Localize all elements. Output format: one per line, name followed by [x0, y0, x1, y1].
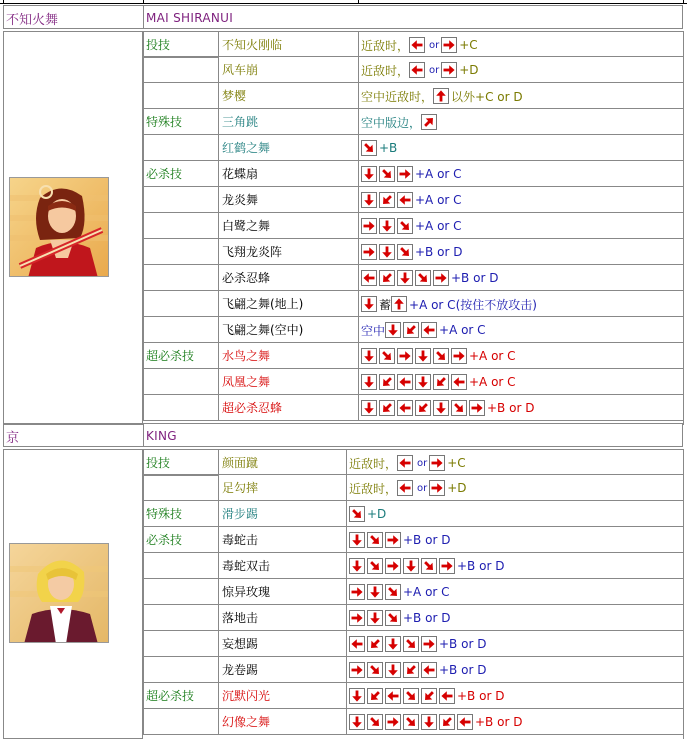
move-input	[346, 527, 683, 553]
input-text: 近敌时，	[361, 63, 410, 78]
move-row	[143, 109, 683, 135]
downright-arrow-icon	[361, 140, 377, 156]
move-input	[346, 501, 683, 527]
right-arrow-icon	[439, 558, 455, 574]
down-arrow-icon	[367, 610, 383, 626]
input-text: +D	[447, 481, 467, 495]
downleft-arrow-icon	[415, 400, 431, 416]
move-input	[358, 135, 683, 161]
downleft-arrow-icon	[379, 400, 395, 416]
character-name-cn: 不知火舞	[6, 13, 59, 28]
right-arrow-icon	[385, 558, 401, 574]
right-arrow-icon	[429, 480, 445, 496]
move-input	[346, 579, 683, 605]
move-name: 花蝶扇	[218, 161, 358, 187]
down-arrow-icon	[379, 218, 395, 234]
move-name: 飞翩之舞(地上)	[218, 291, 358, 317]
left-arrow-icon	[409, 62, 425, 78]
down-arrow-icon	[385, 662, 401, 678]
move-name: 毒蛇双击	[218, 553, 346, 579]
downleft-arrow-icon	[439, 714, 455, 730]
down-arrow-icon	[349, 558, 365, 574]
move-input	[358, 83, 683, 109]
move-input	[358, 317, 683, 343]
move-row	[143, 239, 683, 265]
right-arrow-icon	[349, 584, 365, 600]
input-text: +B or D	[487, 401, 535, 415]
move-input	[346, 450, 683, 476]
up-arrow-icon	[391, 296, 407, 312]
character-name-en: KING	[146, 429, 177, 443]
right-arrow-icon	[397, 348, 413, 364]
move-name: 沉默闪光	[218, 683, 346, 709]
move-category	[143, 213, 218, 239]
downleft-arrow-icon	[403, 322, 419, 338]
mai-shiranui-portrait	[9, 177, 109, 277]
move-input	[346, 657, 683, 683]
move-name: 龙卷踢	[218, 657, 346, 683]
input-text: 蓄	[379, 297, 392, 312]
move-category: 特殊技	[143, 109, 218, 135]
move-name: 飞翔龙炎阵	[218, 239, 358, 265]
left-arrow-icon	[439, 688, 455, 704]
character-header-row	[3, 423, 683, 447]
right-arrow-icon	[361, 218, 377, 234]
downleft-arrow-icon	[379, 374, 395, 390]
move-input	[346, 683, 683, 709]
downright-arrow-icon	[367, 662, 383, 678]
move-input	[358, 343, 683, 369]
downleft-arrow-icon	[367, 688, 383, 704]
downright-arrow-icon	[403, 688, 419, 704]
input-text: +D	[459, 63, 479, 77]
input-text: +B or D	[457, 559, 505, 573]
input-text: +A or C	[415, 219, 462, 233]
downright-arrow-icon	[415, 270, 431, 286]
move-category	[143, 57, 218, 83]
input-text: +A or C	[403, 585, 450, 599]
down-arrow-icon	[415, 374, 431, 390]
downright-arrow-icon	[367, 558, 383, 574]
downright-arrow-icon	[385, 584, 401, 600]
move-category	[143, 265, 218, 291]
input-text: +C	[447, 456, 466, 470]
move-row	[143, 83, 683, 109]
move-input	[358, 109, 683, 135]
move-name: 颜面蹴	[218, 450, 346, 476]
move-name: 三角跳	[218, 109, 358, 135]
move-name: 白鹭之舞	[218, 213, 358, 239]
character-header-row	[3, 5, 683, 29]
input-text: +A or C	[415, 193, 462, 207]
input-text: +A or C(按住不放攻击)	[409, 297, 537, 312]
input-text: 近敌时，	[349, 456, 398, 471]
input-text: +B	[379, 141, 398, 155]
left-arrow-icon	[397, 374, 413, 390]
downright-arrow-icon	[367, 532, 383, 548]
move-name: 超必杀忍蜂	[218, 395, 358, 421]
right-arrow-icon	[441, 37, 457, 53]
input-text: +B or D	[439, 663, 487, 677]
right-arrow-icon	[361, 244, 377, 260]
downright-arrow-icon	[385, 610, 401, 626]
right-arrow-icon	[349, 610, 365, 626]
right-arrow-icon	[397, 166, 413, 182]
input-text: 空中近敌时，	[361, 89, 434, 104]
move-row	[143, 213, 683, 239]
input-text: 近敌时，	[361, 38, 410, 53]
move-name: 幻像之舞	[218, 709, 346, 735]
down-arrow-icon	[397, 270, 413, 286]
move-input	[346, 553, 683, 579]
left-arrow-icon	[457, 714, 473, 730]
down-arrow-icon	[415, 348, 431, 364]
move-input	[358, 32, 683, 58]
portrait-cell	[3, 449, 143, 739]
move-row	[143, 657, 683, 683]
right-arrow-icon	[421, 636, 437, 652]
left-arrow-icon	[397, 400, 413, 416]
downright-arrow-icon	[397, 244, 413, 260]
down-arrow-icon	[385, 636, 401, 652]
move-category	[143, 605, 218, 631]
move-category	[143, 657, 218, 683]
move-input	[346, 605, 683, 631]
previous-table-bottom	[0, 0, 687, 4]
downright-arrow-icon	[349, 506, 365, 522]
downright-arrow-icon	[451, 400, 467, 416]
downleft-arrow-icon	[403, 662, 419, 678]
upright-arrow-icon	[421, 114, 437, 130]
move-row	[143, 475, 683, 501]
down-arrow-icon	[379, 244, 395, 260]
input-text: +D	[367, 507, 387, 521]
move-category	[143, 369, 218, 395]
move-row	[143, 501, 683, 527]
move-input	[358, 291, 683, 317]
move-row	[143, 369, 683, 395]
move-table	[143, 31, 684, 425]
move-category	[143, 291, 218, 317]
downright-arrow-icon	[421, 558, 437, 574]
input-text: +A or C	[469, 349, 516, 363]
move-row	[143, 265, 683, 291]
downleft-arrow-icon	[379, 270, 395, 286]
input-text: +C	[459, 38, 478, 52]
character-name-cn: 京	[6, 431, 20, 446]
move-input	[346, 631, 683, 657]
move-name: 毒蛇击	[218, 527, 346, 553]
input-text: +B or D	[403, 611, 451, 625]
move-row	[143, 553, 683, 579]
or-separator: or	[417, 457, 428, 469]
left-arrow-icon	[397, 192, 413, 208]
move-input	[358, 395, 683, 421]
move-name: 红鹤之舞	[218, 135, 358, 161]
down-arrow-icon	[349, 688, 365, 704]
right-arrow-icon	[433, 270, 449, 286]
move-row	[143, 579, 683, 605]
down-arrow-icon	[433, 400, 449, 416]
downright-arrow-icon	[397, 218, 413, 234]
input-text: +B or D	[451, 271, 499, 285]
move-row	[143, 709, 683, 735]
move-name: 不知火刚临	[218, 32, 358, 58]
downleft-arrow-icon	[379, 192, 395, 208]
move-category: 超必杀技	[143, 343, 218, 369]
move-input	[358, 213, 683, 239]
input-text: 空中	[361, 323, 386, 338]
left-arrow-icon	[409, 37, 425, 53]
move-category: 超必杀技	[143, 683, 218, 709]
input-text: +A or C	[415, 167, 462, 181]
down-arrow-icon	[361, 348, 377, 364]
move-name: 凤凰之舞	[218, 369, 358, 395]
move-category: 必杀技	[143, 527, 218, 553]
move-row	[143, 631, 683, 657]
up-arrow-icon	[433, 88, 449, 104]
move-name: 梦樱	[218, 83, 358, 109]
move-input	[346, 709, 683, 735]
move-row	[143, 317, 683, 343]
down-arrow-icon	[349, 714, 365, 730]
input-text: +A or C	[439, 323, 486, 337]
down-arrow-icon	[403, 558, 419, 574]
move-row	[143, 135, 683, 161]
move-input	[358, 265, 683, 291]
move-row	[143, 57, 683, 83]
character-name-en: MAI SHIRANUI	[146, 11, 234, 25]
move-row	[143, 683, 683, 709]
move-name: 风车崩	[218, 57, 358, 83]
left-arrow-icon	[397, 480, 413, 496]
down-arrow-icon	[361, 296, 377, 312]
left-arrow-icon	[421, 662, 437, 678]
downleft-arrow-icon	[367, 636, 383, 652]
move-category	[143, 317, 218, 343]
move-row	[143, 291, 683, 317]
move-category	[143, 395, 218, 421]
down-arrow-icon	[361, 166, 377, 182]
move-input	[346, 475, 683, 501]
input-text: 空中版边，	[361, 115, 422, 130]
or-separator: or	[417, 482, 428, 494]
move-row	[143, 31, 683, 57]
input-text: +A or C	[469, 375, 516, 389]
input-text: +B or D	[475, 715, 523, 729]
right-arrow-icon	[469, 400, 485, 416]
move-category: 投技	[143, 32, 218, 58]
move-row	[143, 187, 683, 213]
downleft-arrow-icon	[433, 374, 449, 390]
left-arrow-icon	[397, 455, 413, 471]
left-arrow-icon	[421, 322, 437, 338]
down-arrow-icon	[385, 322, 401, 338]
input-text: +B or D	[403, 533, 451, 547]
move-category	[143, 553, 218, 579]
move-row	[143, 605, 683, 631]
right-arrow-icon	[385, 532, 401, 548]
move-category	[143, 135, 218, 161]
or-separator: or	[429, 64, 440, 76]
downright-arrow-icon	[367, 714, 383, 730]
move-name: 足勾摔	[218, 475, 346, 501]
king-portrait	[9, 543, 109, 643]
down-arrow-icon	[361, 400, 377, 416]
move-name: 必杀忍蜂	[218, 265, 358, 291]
downright-arrow-icon	[379, 166, 395, 182]
left-arrow-icon	[451, 374, 467, 390]
move-input	[358, 187, 683, 213]
left-arrow-icon	[349, 636, 365, 652]
down-arrow-icon	[361, 192, 377, 208]
down-arrow-icon	[349, 532, 365, 548]
right-arrow-icon	[429, 455, 445, 471]
move-row	[143, 161, 683, 187]
move-name: 妄想踢	[218, 631, 346, 657]
move-category	[143, 475, 218, 501]
move-input	[358, 239, 683, 265]
move-category	[143, 83, 218, 109]
downright-arrow-icon	[433, 348, 449, 364]
move-category: 投技	[143, 450, 218, 476]
move-name: 龙炎舞	[218, 187, 358, 213]
input-text: 近敌时，	[349, 481, 398, 496]
downright-arrow-icon	[403, 636, 419, 652]
input-text: 以外+C or D	[451, 89, 523, 104]
move-name: 滑步踢	[218, 501, 346, 527]
down-arrow-icon	[367, 584, 383, 600]
move-input	[358, 161, 683, 187]
right-arrow-icon	[385, 714, 401, 730]
move-name: 飞翩之舞(空中)	[218, 317, 358, 343]
down-arrow-icon	[361, 374, 377, 390]
move-row	[143, 449, 683, 475]
downleft-arrow-icon	[421, 688, 437, 704]
downright-arrow-icon	[379, 348, 395, 364]
move-row	[143, 527, 683, 553]
move-category	[143, 187, 218, 213]
move-name: 水鸟之舞	[218, 343, 358, 369]
move-category	[143, 579, 218, 605]
or-separator: or	[429, 39, 440, 51]
right-arrow-icon	[349, 662, 365, 678]
move-row	[143, 343, 683, 369]
left-arrow-icon	[385, 688, 401, 704]
left-arrow-icon	[361, 270, 377, 286]
portrait-cell	[3, 31, 143, 425]
move-category	[143, 709, 218, 735]
move-name: 惊异玫瑰	[218, 579, 346, 605]
move-table	[143, 449, 684, 739]
move-category	[143, 631, 218, 657]
move-category: 必杀技	[143, 161, 218, 187]
move-category	[143, 239, 218, 265]
input-text: +B or D	[415, 245, 463, 259]
input-text: +B or D	[457, 689, 505, 703]
move-name: 落地击	[218, 605, 346, 631]
right-arrow-icon	[441, 62, 457, 78]
right-arrow-icon	[451, 348, 467, 364]
move-input	[358, 369, 683, 395]
move-row	[143, 395, 683, 421]
input-text: +B or D	[439, 637, 487, 651]
move-category: 特殊技	[143, 501, 218, 527]
move-input	[358, 57, 683, 83]
downright-arrow-icon	[403, 714, 419, 730]
down-arrow-icon	[421, 714, 437, 730]
